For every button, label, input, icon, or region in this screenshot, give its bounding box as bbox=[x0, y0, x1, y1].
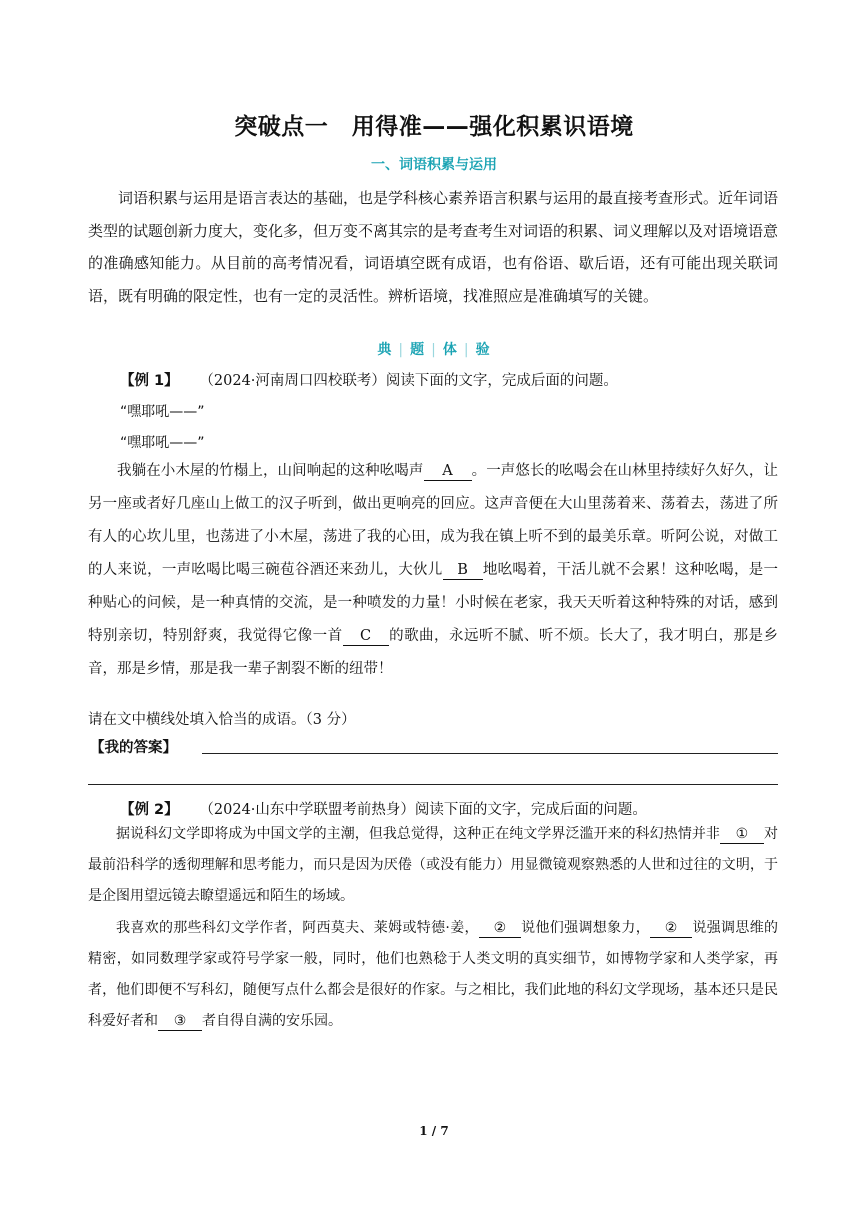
example-1-passage bbox=[88, 455, 778, 686]
example-2-source: （2024·山东中学联盟考前热身）阅读下面的文字，完成后面的问题。 bbox=[206, 802, 647, 818]
passage-text: 说强调思维的精密，如同数理学家或符号学家一般，同时，他们也熟稔于人类文明的真实细节，如博物学家和人类学家，再者，他们即便不写科幻，随便写点什么都会是很好的作家。与之相比，我们此地的科幻文学现场，基本还只是民科爱好者和 bbox=[88, 920, 779, 1029]
answer-label: 【我的答案】 bbox=[90, 740, 177, 756]
passage-text: 对最前沿科学的透彻理解和思考能力，而只是因为厌倦（或没有能力）用显微镜观察熟悉的人世和过往的文明，于是企图用望远镜去瞭望遥远和陌生的场域。 bbox=[88, 826, 778, 904]
blank-c[interactable]: C bbox=[343, 627, 389, 646]
example-1-line-1: “嘿耶吼——” bbox=[120, 404, 205, 420]
divider-char: 典 bbox=[377, 342, 393, 358]
divider-char: 体 bbox=[442, 342, 458, 358]
divider-char: 验 bbox=[475, 342, 491, 358]
example-1-instruction: 请在文中横线处填入恰当的成语。（3 分） bbox=[88, 712, 356, 728]
page-title: 突破点一 用得准——强化积累识语境 bbox=[234, 114, 634, 140]
example-2-header bbox=[120, 798, 647, 819]
blank-2b[interactable]: ② bbox=[650, 919, 692, 938]
section-divider-label: 典 | 题 | 体 | 验 bbox=[377, 342, 491, 358]
section-heading: 一、词语积累与运用 bbox=[371, 157, 497, 173]
intro-paragraph: 词语积累与运用是语言表达的基础，也是学科核心素养语言积累与运用的最直接考查形式。近年词语类型的试题创新力度大，变化多，但万变不离其宗的是考查考生对词语的积累、词义理解以及对语境语意的准确感知能力。从目前的高考情况看，词语填空既有成语，也有俗语、歇后语，还有可能出现关联词语，既有明确的限定性，也有一定的灵活性。辨析语境，找准照应是准确填写的关键。 bbox=[88, 189, 779, 305]
blank-2a[interactable]: ② bbox=[479, 919, 521, 938]
answer-line[interactable] bbox=[202, 753, 778, 754]
blank-1[interactable]: ① bbox=[720, 825, 764, 844]
example-2-label: 【例 2】 bbox=[120, 802, 179, 818]
passage-text: 据说科幻文学即将成为中国文学的主潮，但我总觉得，这种正在纯文学界泛滥开来的科幻热情并非 bbox=[116, 826, 720, 842]
example-1-label: 【例 1】 bbox=[120, 373, 179, 389]
example-2-paragraph-2 bbox=[88, 913, 778, 1037]
passage-text: 我喜欢的那些科幻文学作者，阿西莫夫、莱姆或特德·姜， bbox=[116, 920, 479, 936]
divider-char: 题 bbox=[410, 342, 426, 358]
passage-text: 。一声悠长的吆喝会在山林里持续好久好久，让另一座或者好几座山上做工的汉子听到，做出更响亮的回应。这声音便在大山里荡着来、荡着去，荡进了所有人的心坎儿里，也荡进了小木屋，荡进了我的心田，成为我在镇上听不到的最美乐章。听阿公说，对做工的人来说，一声吆喝比喝三碗苞谷酒还来劲儿，大伙儿 bbox=[88, 463, 778, 578]
example-1-source: （2024·河南周口四校联考）阅读下面的文字，完成后面的问题。 bbox=[206, 373, 618, 389]
passage-text: 说他们强调想象力， bbox=[520, 920, 651, 936]
blank-a[interactable]: A bbox=[424, 462, 472, 481]
passage-text: 地吆喝着，干活儿就不会累！这种吆喝，是一种贴心的问候，是一种真情的交流，是一种喷发的力量！小时候在老家，我天天听着这种特殊的对话，感到特别亲切，特别舒爽，我觉得它像一首 bbox=[88, 562, 778, 644]
example-1-header bbox=[120, 369, 618, 390]
example-1-line-2: “嘿耶吼——” bbox=[120, 435, 205, 451]
blank-b[interactable]: B bbox=[443, 561, 483, 580]
passage-text: 我躺在小木屋的竹榻上，山间响起的这种吆喝声 bbox=[117, 463, 424, 479]
page-number: 1 / 7 bbox=[419, 1124, 449, 1138]
example-2-paragraph-1 bbox=[88, 819, 778, 912]
passage-text: 者自得自满的安乐园。 bbox=[202, 1013, 342, 1029]
passage-text: 的歌曲，永远听不腻、听不烦。长大了，我才明白，那是乡音，那是乡情，那是我一辈子割裂不断的纽带！ bbox=[88, 628, 779, 677]
answer-line-2[interactable] bbox=[88, 784, 778, 785]
blank-3[interactable]: ③ bbox=[158, 1012, 202, 1031]
